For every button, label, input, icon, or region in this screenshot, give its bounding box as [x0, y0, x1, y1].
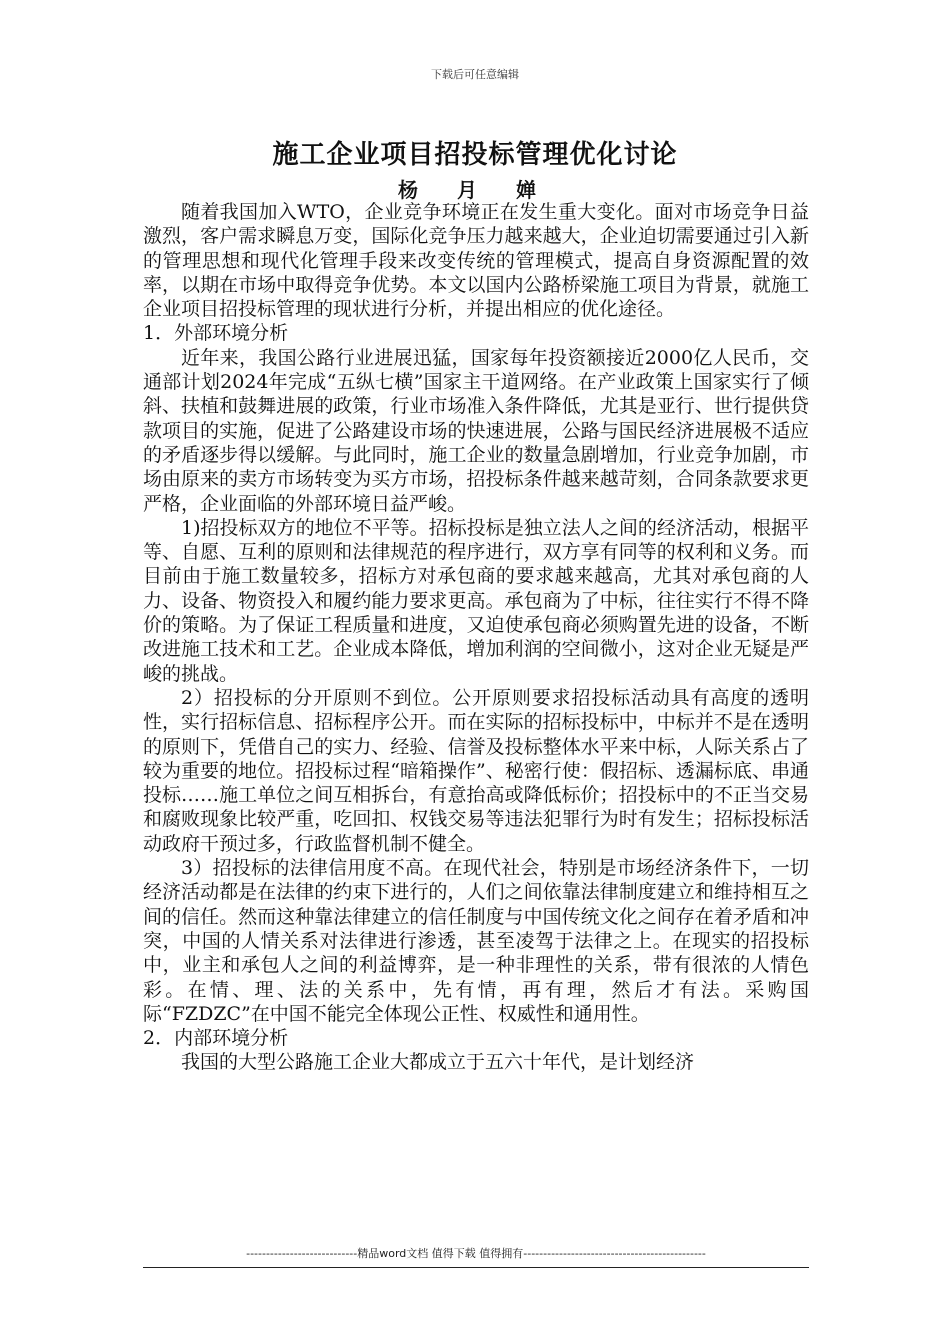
paragraph-point-2: 2）招投标的分开原则不到位。公开原则要求招投标活动具有高度的透明性，实行招标信息、招标程序公开。而在实际的招标投标中，中标并不是在透明的原则下，凭借自己的实力、经验、信誉及投标整体水平来中标，人际关系占了较为重要的地位。招投标过程“暗箱操作”、秘密行使：假招标、透漏标底、串通投标……施工单位之间互相拆台，有意抬高或降低标价；招投标中的不正当交易和腐败现象比较严重，吃回扣、权钱交易等违法犯罪行为时有发生；招标投标活动政府干预过多，行政监督机制不健全。 [143, 686, 809, 855]
paragraph-point-1: 1)招投标双方的地位不平等。招标投标是独立法人之间的经济活动，根据平等、自愿、互利的原则和法律规范的程序进行，双方享有同等的权利和义务。而目前由于施工数量较多，招标方对承包商的要求越来越高，尤其对承包商的人力、设备、物资投入和履约能力要求更高。承包商为了中标，往往实行不得不降价的策略。为了保证工程质量和进度，又迫使承包商必须购置先进的设备，不断改进施工技术和工艺。企业成本降低，增加利润的空间微小，这对企业无疑是严峻的挑战。 [143, 516, 809, 685]
footer-divider [143, 1267, 809, 1268]
section-heading-internal: 2．内部环境分析 [143, 1027, 289, 1050]
paragraph-external-overview: 近年来，我国公路行业进展迅猛，国家每年投资额接近2000亿人民币，交通部计划2024年完成“五纵七横”国家主干道网络。在产业政策上国家实行了倾斜、扶植和鼓舞进展的政策，行业市场准入条件降低，尤其是亚行、世行提供贷款项目的实施，促进了公路建设市场的快速进展，公路与国民经济进展极不适应的矛盾逐步得以缓解。与此同时，施工企业的数量急剧增加，行业竞争加剧，市场由原来的卖方市场转变为买方市场，招投标条件越来越苛刻，合同条款要求更严格，企业面临的外部环境日益严峻。 [143, 346, 809, 515]
header-note: 下载后可任意编辑 [431, 68, 519, 81]
section-heading-external: 1．外部环境分析 [143, 322, 289, 345]
page-footer [143, 1245, 809, 1268]
document-title: 施工企业项目招投标管理优化讨论 [272, 140, 678, 170]
paragraph-point-3: 3）招投标的法律信用度不高。在现代社会，特别是市场经济条件下，一切经济活动都是在法律的约束下进行的，人们之间依靠法律制度建立和维持相互之间的信任。然而这种靠法律建立的信任制度与中国传统文化之间存在着矛盾和冲突，中国的人情关系对法律进行渗透，甚至凌驾于法律之上。在现实的招投标中，业主和承包人之间的利益博弈，是一种非理性的关系，带有很浓的人情色彩。在情、理、法的关系中，先有情，再有理，然后才有法。采购国际“FZDZC”在中国不能完全体现公正性、权威性和通用性。 [143, 857, 809, 1025]
document-body [143, 200, 809, 1075]
paragraph-internal-start: 我国的大型公路施工企业大都成立于五六十年代，是计划经济 [181, 1051, 695, 1074]
paragraph-intro: 随着我国加入WTO，企业竞争环境正在发生重大变化。面对市场竞争日益激烈，客户需求瞬息万变，国际化竞争压力越来越大，企业迫切需要通过引入新的管理思想和现代化管理手段来改变传统的管理模式，提高自身资源配置的效率，以期在市场中取得竞争优势。本文以国内公路桥梁施工项目为背景，就施工企业项目招投标管理的现状进行分析，并提出相应的优化途径。 [143, 201, 809, 321]
footer-text: ----------------------------精品word文档 值得下载 值得拥有---------------------------------------------- [246, 1247, 706, 1260]
author-name: 杨 月 婵 [398, 178, 552, 202]
